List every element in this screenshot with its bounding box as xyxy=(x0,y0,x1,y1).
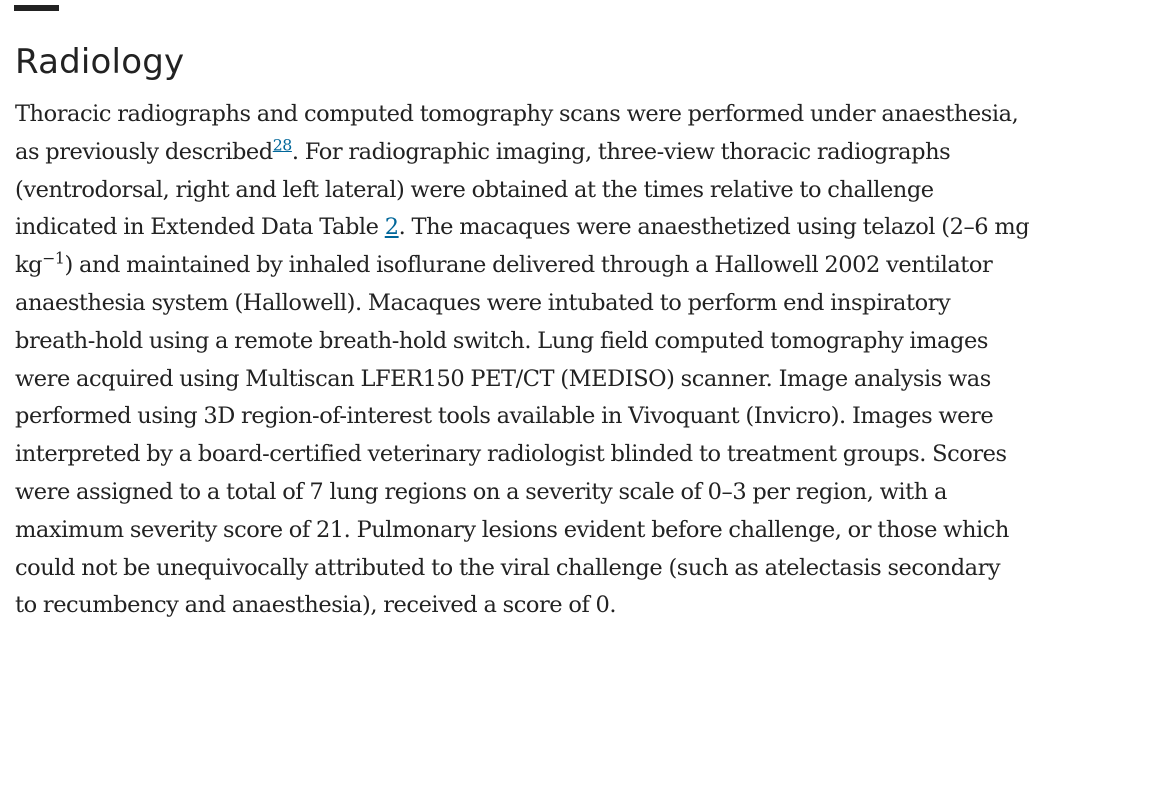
text-span: anaesthesia system (Hallowell). Macaques were intubated to perform end inspiratory xyxy=(15,289,951,316)
text-span: were assigned to a total of 7 lung regions on a severity scale of 0–3 per region, with a xyxy=(15,478,947,505)
text-span: . For radiographic imaging, three-view thoracic radiographs xyxy=(291,138,951,165)
text-span: indicated in Extended Data Table xyxy=(15,214,385,241)
paragraph-line xyxy=(15,323,1155,361)
paragraph-line xyxy=(15,587,1155,625)
paragraph-line xyxy=(15,550,1155,588)
text-span: performed using 3D region-of-interest tools available in Vivoquant (Invicro). Images were xyxy=(15,403,994,430)
text-span: kg xyxy=(15,252,43,279)
text-span: Thoracic radiographs and computed tomography scans were performed under anaesthesia, xyxy=(15,101,1019,127)
paragraph-line xyxy=(15,209,1155,247)
text-span: breath-hold using a remote breath-hold switch. Lung field computed tomography images xyxy=(15,327,988,354)
text-span: interpreted by a board-certified veterinary radiologist blinded to treatment groups. Scores xyxy=(15,441,1007,468)
paragraph-line xyxy=(15,436,1155,474)
text-span: (ventrodorsal, right and left lateral) were obtained at the times relative to challenge xyxy=(15,176,934,203)
text-span: could not be unequivocally attributed to the viral challenge (such as atelectasis secondary xyxy=(15,554,1001,581)
text-span: as previously described xyxy=(15,138,273,165)
paragraph-line xyxy=(15,398,1155,436)
paragraph-line xyxy=(15,172,1155,210)
text-span: maximum severity score of 21. Pulmonary lesions evident before challenge, or those which xyxy=(15,516,1009,543)
paragraph-line xyxy=(15,361,1155,399)
text-span: . The macaques were anaesthetized using telazol (2–6 mg xyxy=(398,214,1030,241)
extended-data-table-link[interactable]: 2 xyxy=(384,214,399,241)
paragraph-line xyxy=(15,285,1155,323)
paragraph-line xyxy=(15,96,1155,134)
reference-link-28[interactable]: 28 xyxy=(272,135,292,155)
text-span: to recumbency and anaesthesia), received a score of 0. xyxy=(15,592,617,619)
section-title: Radiology xyxy=(15,42,185,82)
text-span: were acquired using Multiscan LFER150 PET/CT (MEDISO) scanner. Image analysis was xyxy=(15,365,991,392)
text-span: ) and maintained by inhaled isoflurane delivered through a Hallowell 2002 ventilator xyxy=(64,252,993,279)
paragraph-line xyxy=(15,134,1155,172)
paragraph-line xyxy=(15,512,1155,550)
body-paragraph xyxy=(15,96,1155,625)
superscript: −1 xyxy=(42,248,65,268)
paragraph-line xyxy=(15,247,1155,285)
section-divider xyxy=(14,5,59,11)
paragraph-line xyxy=(15,474,1155,512)
